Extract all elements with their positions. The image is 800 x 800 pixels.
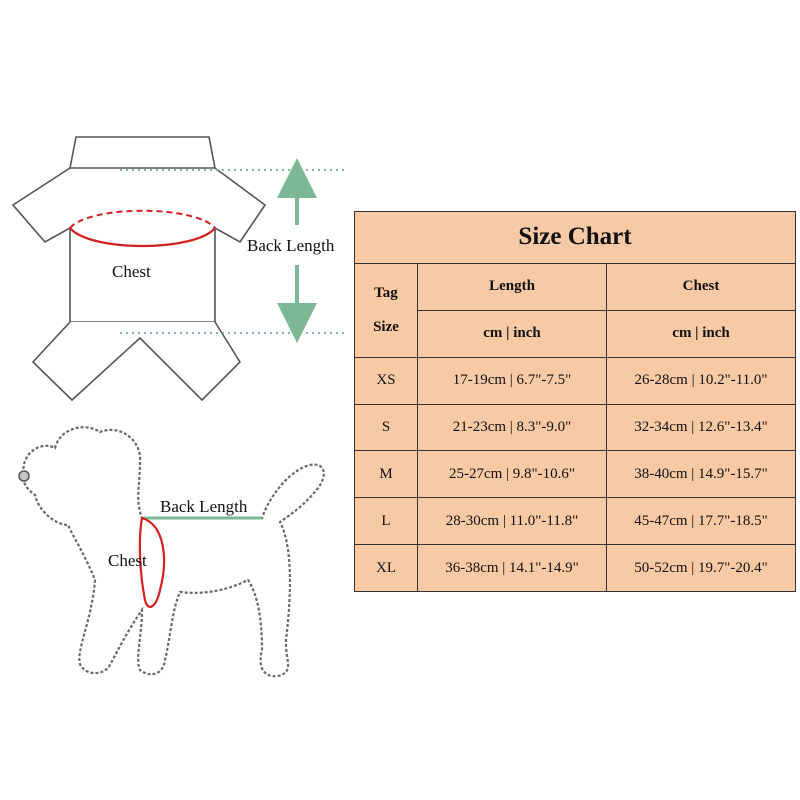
chest-cell: 50-52cm | 19.7"-20.4" — [607, 545, 796, 592]
size-cell: M — [355, 451, 418, 498]
table-row — [355, 451, 796, 498]
chest-unit-header: cm | inch — [607, 310, 796, 357]
length-cell: 21-23cm | 8.3"-9.0" — [418, 404, 607, 451]
length-header: Length — [418, 263, 607, 310]
size-cell: L — [355, 498, 418, 545]
shirt-chest-label: Chest — [112, 262, 151, 281]
size-chart-table — [354, 211, 796, 592]
size-cell: XS — [355, 357, 418, 404]
table-row — [355, 357, 796, 404]
shirt-bottom-outline — [33, 322, 240, 400]
shirt-back-length-label: Back Length — [247, 236, 335, 255]
shirt-collar — [70, 137, 215, 168]
tag-header-line2: Size — [373, 319, 399, 336]
shirt-diagram — [13, 137, 345, 400]
table-row — [355, 404, 796, 451]
tag-size-header — [355, 263, 418, 357]
tag-header-line1: Tag — [374, 285, 398, 302]
dog-diagram — [19, 427, 324, 676]
length-cell: 36-38cm | 14.1"-14.9" — [418, 545, 607, 592]
dog-outline — [23, 427, 323, 676]
size-cell: S — [355, 404, 418, 451]
length-unit-header: cm | inch — [418, 310, 607, 357]
chest-cell: 26-28cm | 10.2"-11.0" — [607, 357, 796, 404]
chest-cell: 45-47cm | 17.7"-18.5" — [607, 498, 796, 545]
size-chart-title: Size Chart — [355, 212, 796, 264]
dog-back-length-label: Back Length — [160, 497, 248, 516]
size-cell: XL — [355, 545, 418, 592]
chest-header: Chest — [607, 263, 796, 310]
table-row — [355, 545, 796, 592]
dog-nose-icon — [19, 471, 29, 481]
dog-chest-label: Chest — [108, 551, 147, 570]
length-cell: 28-30cm | 11.0"-11.8" — [418, 498, 607, 545]
length-cell: 17-19cm | 6.7"-7.5" — [418, 357, 607, 404]
table-row — [355, 498, 796, 545]
chest-cell: 32-34cm | 12.6"-13.4" — [607, 404, 796, 451]
length-cell: 25-27cm | 9.8"-10.6" — [418, 451, 607, 498]
chest-cell: 38-40cm | 14.9"-15.7" — [607, 451, 796, 498]
